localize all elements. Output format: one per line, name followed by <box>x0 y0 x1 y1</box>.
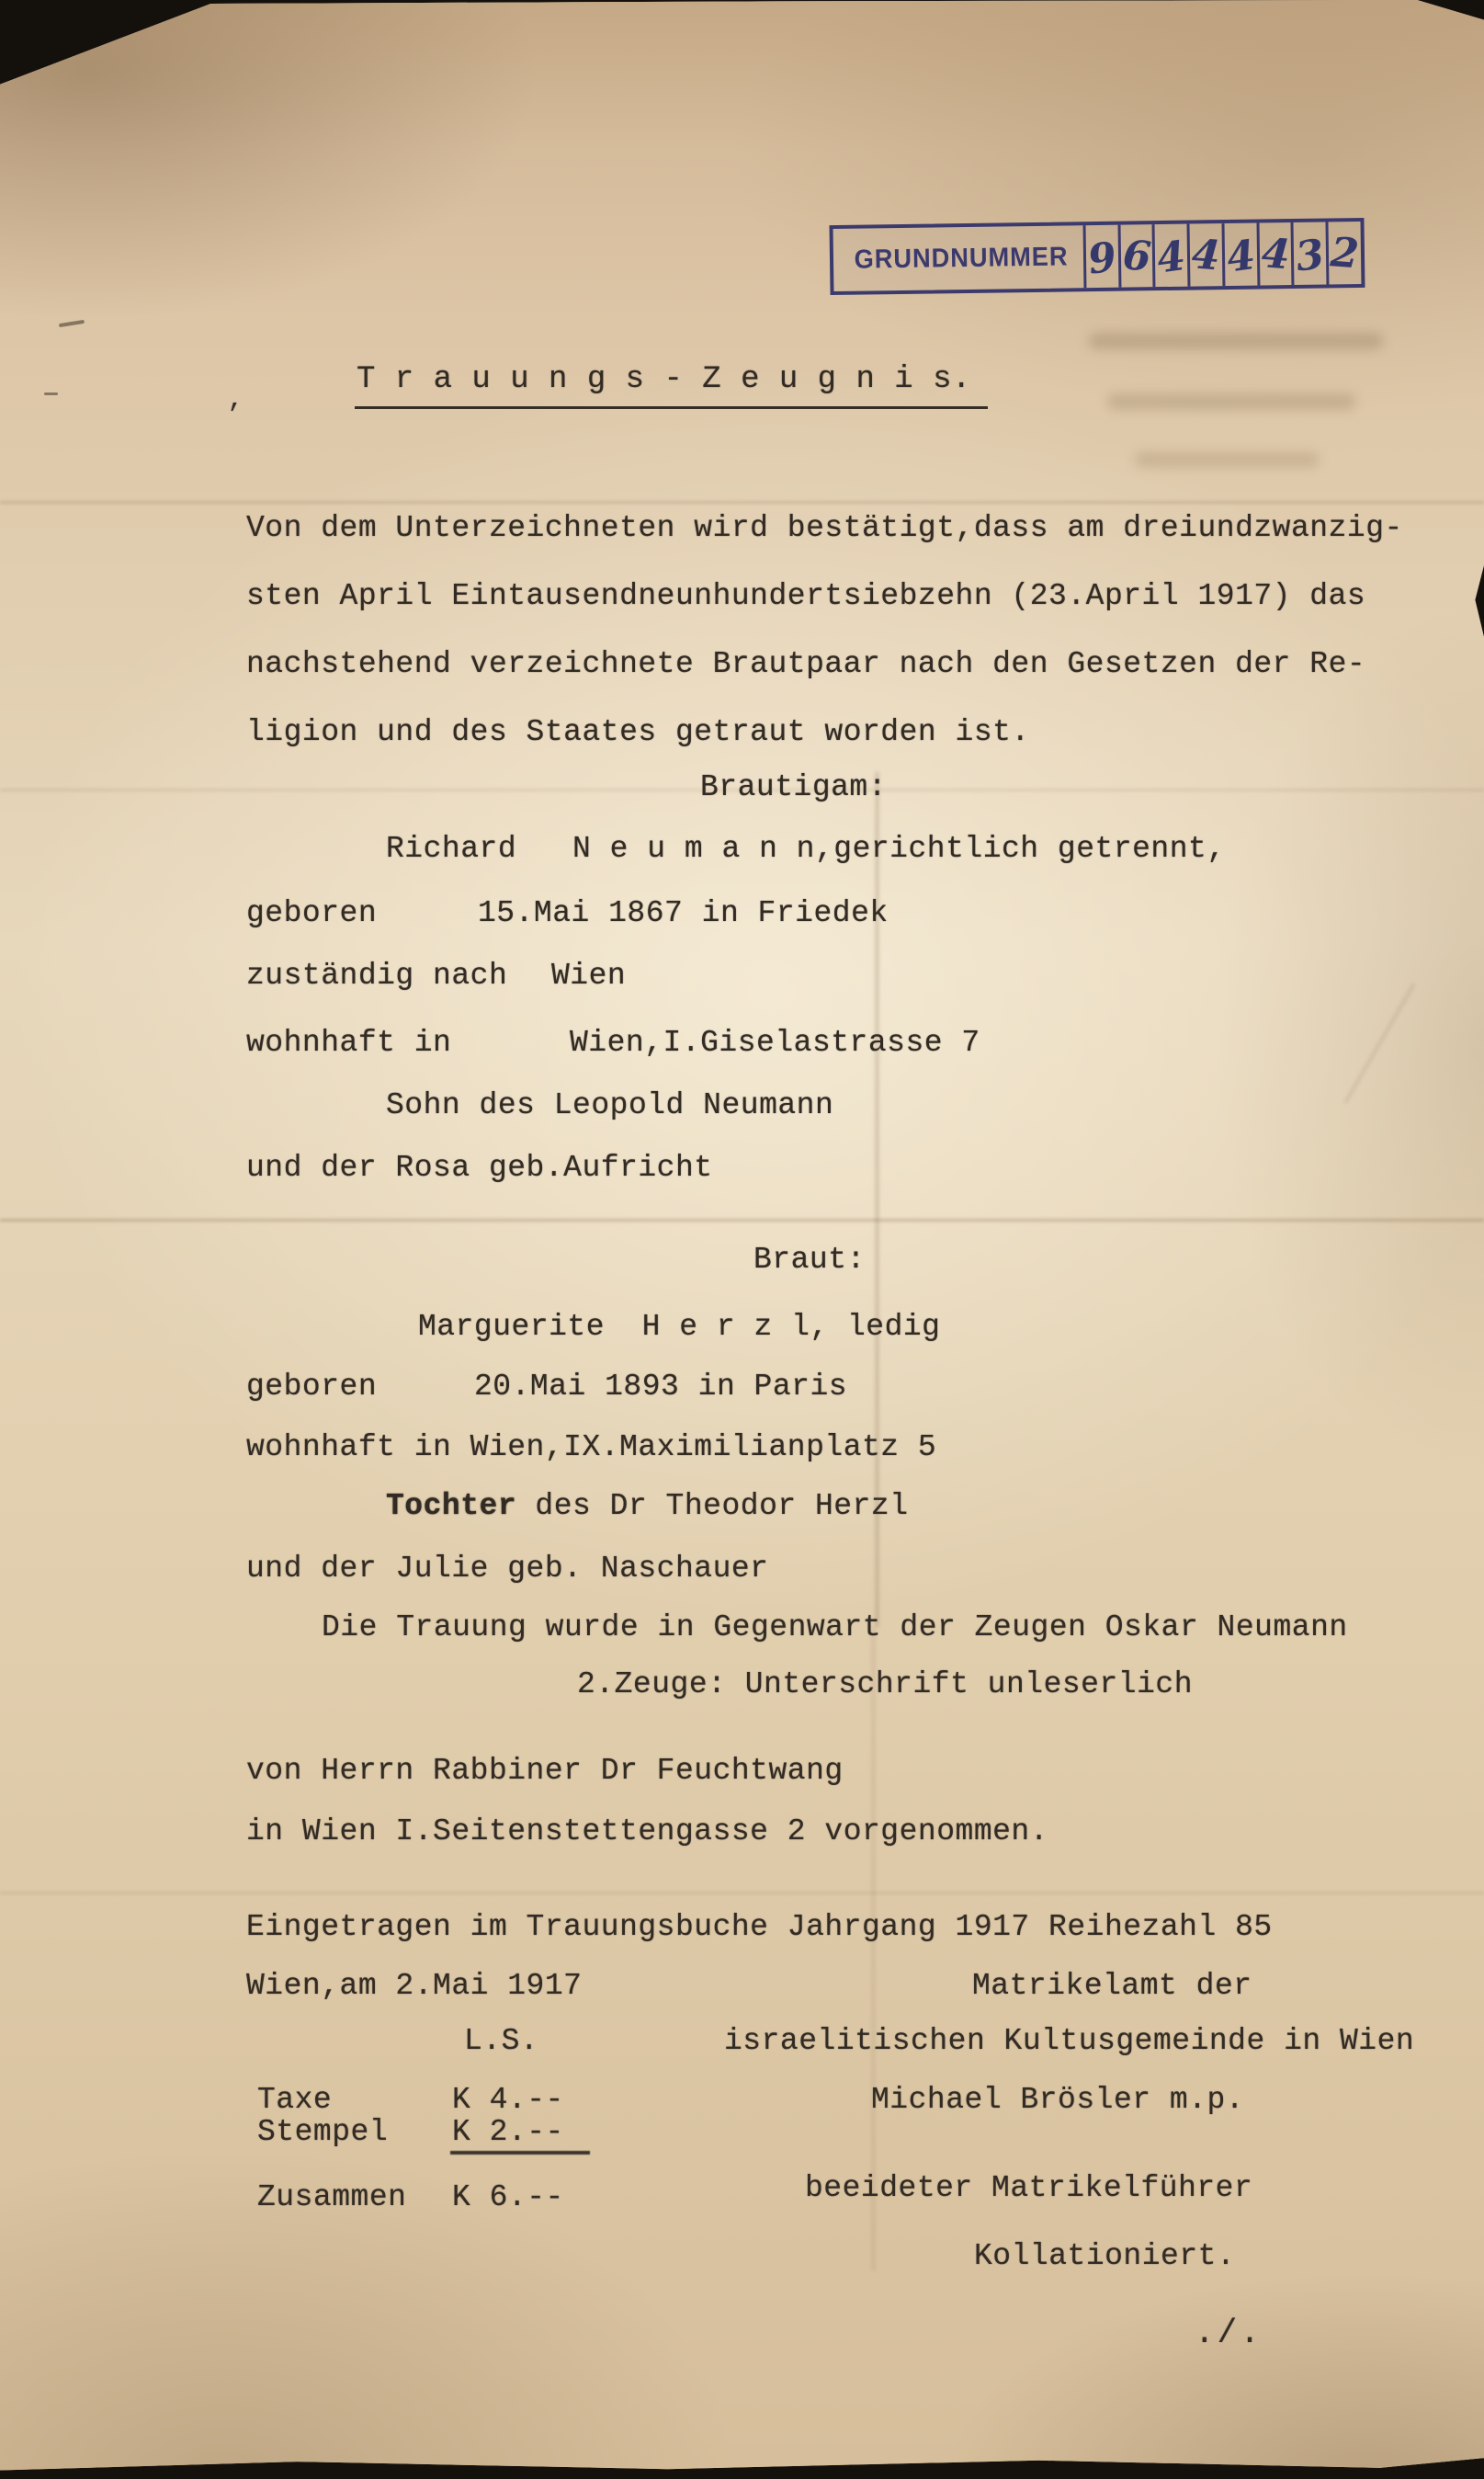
groom-born-value: 15.Mai 1867 in Friedek <box>478 896 889 930</box>
fee-taxe-value: K 4.-- <box>452 2083 564 2117</box>
groom-father-line: Sohn des Leopold Neumann <box>386 1088 834 1122</box>
bride-father-rest: des Dr Theodor Herzl <box>516 1489 909 1523</box>
stamp-digit: 9 <box>1082 225 1118 289</box>
registry-place-date: Wien,am 2.Mai 1917 <box>246 1969 583 2003</box>
fee-total-label: Zusammen <box>257 2180 407 2214</box>
registry-office-line: israelitischen Kultusgemeinde in Wien <box>724 2024 1415 2058</box>
groom-domicile-value: Wien <box>551 959 627 993</box>
grundnummer-stamp <box>829 218 1365 295</box>
groom-born-label: geboren <box>246 896 378 930</box>
bride-residence-line: wohnhaft in Wien,IX.Maximilianplatz 5 <box>246 1430 937 1464</box>
officiant-line: von Herrn Rabbiner Dr Feuchtwang <box>246 1754 844 1788</box>
bride-born-label: geboren <box>246 1370 378 1404</box>
stamp-digit: 4 <box>1187 223 1223 287</box>
fold-crease-horizontal <box>0 1892 1484 1894</box>
stamp-digit: 6 <box>1117 224 1153 288</box>
fee-taxe-label: Taxe <box>257 2083 333 2117</box>
registry-entry-line: Eingetragen im Trauungsbuche Jahrgang 1917 Reihezahl 85 <box>246 1910 1273 1944</box>
stamp-digit: 4 <box>1256 222 1292 286</box>
stamp-digit: 3 <box>1291 222 1327 286</box>
groom-residence-value: Wien,I.Giselastrasse 7 <box>570 1026 980 1060</box>
groom-mother-line: und der Rosa geb.Aufricht <box>246 1151 713 1185</box>
intro-line: Von dem Unterzeichneten wird bestätigt,dass am dreiundzwanzig- <box>246 511 1403 545</box>
fee-sum-rule <box>450 2151 590 2155</box>
bleed-through-smudge <box>1107 393 1355 410</box>
stray-mark: , <box>228 386 244 415</box>
page-title: T r a u u n g s - Z e u g n i s. <box>355 362 988 409</box>
bride-name-line: Marguerite H e r z l, ledig <box>418 1310 941 1344</box>
bride-born-value: 20.Mai 1893 in Paris <box>474 1370 848 1404</box>
stamp-label: GRUNDNUMMER <box>854 241 1069 275</box>
witness-line: Die Trauung wurde in Gegenwart der Zeugen Oskar Neumann <box>322 1610 1348 1644</box>
bleed-through-smudge <box>1135 452 1319 467</box>
intro-line: ligion und des Staates getraut worden ist. <box>246 715 1030 749</box>
fee-stempel-label: Stempel <box>257 2115 389 2149</box>
stamp-digit: 2 <box>1326 222 1362 285</box>
fold-crease-horizontal <box>0 501 1484 504</box>
continuation-mark: ./. <box>1195 2314 1263 2352</box>
stamp-digit-cells <box>1082 222 1361 288</box>
pencil-mark <box>44 392 58 395</box>
stamp-digit: 4 <box>1221 223 1257 287</box>
intro-line: sten April Eintausendneunhundertsiebzehn (23.April 1917) das <box>246 579 1366 613</box>
registry-seal-mark: L.S. <box>464 2024 539 2058</box>
bride-father-bold: Tochter <box>386 1489 517 1523</box>
bleed-through-smudge <box>1089 333 1383 349</box>
registry-signature-title: beeideter Matrikelführer <box>805 2171 1253 2205</box>
groom-residence-label: wohnhaft in <box>246 1026 452 1060</box>
fee-stempel-value: K 2.-- <box>452 2115 564 2149</box>
registry-collation-note: Kollationiert. <box>974 2239 1236 2273</box>
groom-name-line: Richard N e u m a n n,gerichtlich getrennt, <box>386 832 1226 866</box>
intro-line: nachstehend verzeichnete Brautpaar nach den Gesetzen der Re- <box>246 647 1366 681</box>
fold-crease-horizontal <box>0 1219 1484 1222</box>
bride-mother-line: und der Julie geb. Naschauer <box>246 1552 769 1586</box>
stamp-digit: 4 <box>1152 224 1188 288</box>
officiant-line: in Wien I.Seitenstettengasse 2 vorgenommen. <box>246 1814 1049 1848</box>
groom-domicile-label: zuständig nach <box>246 959 508 993</box>
bride-father-line <box>386 1489 909 1524</box>
fee-total-value: K 6.-- <box>452 2180 564 2214</box>
registry-signature: Michael Brösler m.p. <box>871 2083 1245 2117</box>
witness-line: 2.Zeuge: Unterschrift unleserlich <box>577 1667 1194 1701</box>
bride-heading: Braut: <box>753 1243 866 1277</box>
registry-office-line: Matrikelamt der <box>972 1969 1252 2003</box>
groom-heading: Brautigam: <box>700 770 888 804</box>
